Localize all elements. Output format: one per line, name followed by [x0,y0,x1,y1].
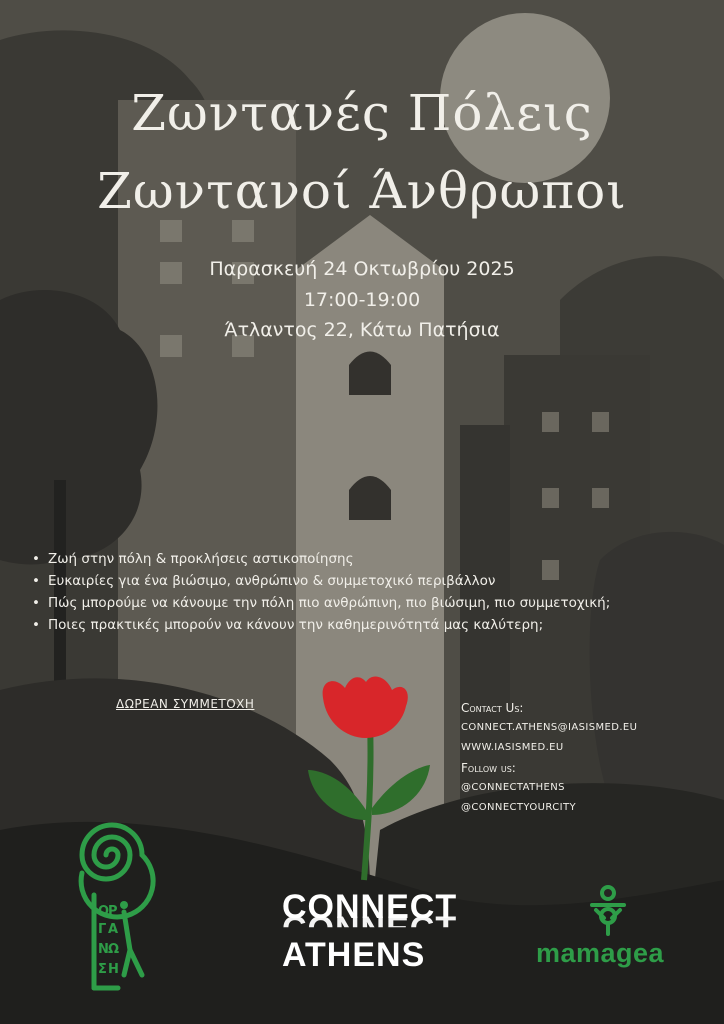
contact-heading: Contact Us: [461,701,524,715]
free-entry-link[interactable]: ΔΩΡΕΑΝ ΣΥΜΜΕΤΟΧΗ [116,697,255,711]
topic-list [28,548,718,636]
organosi-letter: Γ [98,922,107,937]
list-item: • Ευκαιρίες για ένα βιώσιμο, ανθρώπινο & συμμετοχικό περιβάλλον [28,570,718,592]
connect-logo-line1: CONNECT [282,888,458,926]
organosi-letter: Ο [98,904,110,919]
poster-title-line1: Ζωντανές Πόλεις [131,84,593,142]
mamagea-wordmark: mamagea [536,938,665,968]
organosi-letter: Σ [98,962,107,977]
contact-email-link[interactable]: CONNECT.ATHENS@IASISMED.EU [461,722,638,733]
contact-block [461,698,721,818]
organosi-letter: Ω [108,942,120,957]
event-time: 17:00-19:00 [303,289,421,311]
event-location: Άτλαντος 22, Κάτω Πατήσια [224,319,500,341]
event-date: Παρασκευή 24 Οκτωβρίου 2025 [209,258,515,280]
website-link[interactable]: WWW.IASISMED.EU [461,742,564,753]
organosi-letter: Ρ [108,904,118,919]
organosi-letter: Α [108,922,119,937]
list-item: • Ζωή στην πόλη & προκλήσεις αστικοποίησης [28,548,718,570]
list-item: • Πώς μπορούμε να κάνουμε την πόλη πιο ανθρώπινη, πιο βιώσιμη, πιο συμμετοχική; [28,592,718,614]
organosi-letter: Η [108,962,119,977]
list-item: • Ποιες πρακτικές μπορούν να κάνουν την καθημερινότητά μας καλύτερη; [28,614,718,636]
follow-heading: Follow us: [461,761,516,775]
social-handle-link[interactable]: @CONNECTATHENS [461,782,565,793]
social-handle-link[interactable]: @CONNECTYOURCITY [461,802,576,813]
organosi-letter: Ν [98,942,109,957]
poster-title-line2: Ζωντανοί Άνθρωποι [97,162,627,220]
connect-logo-line3: ATHENS [282,936,426,974]
